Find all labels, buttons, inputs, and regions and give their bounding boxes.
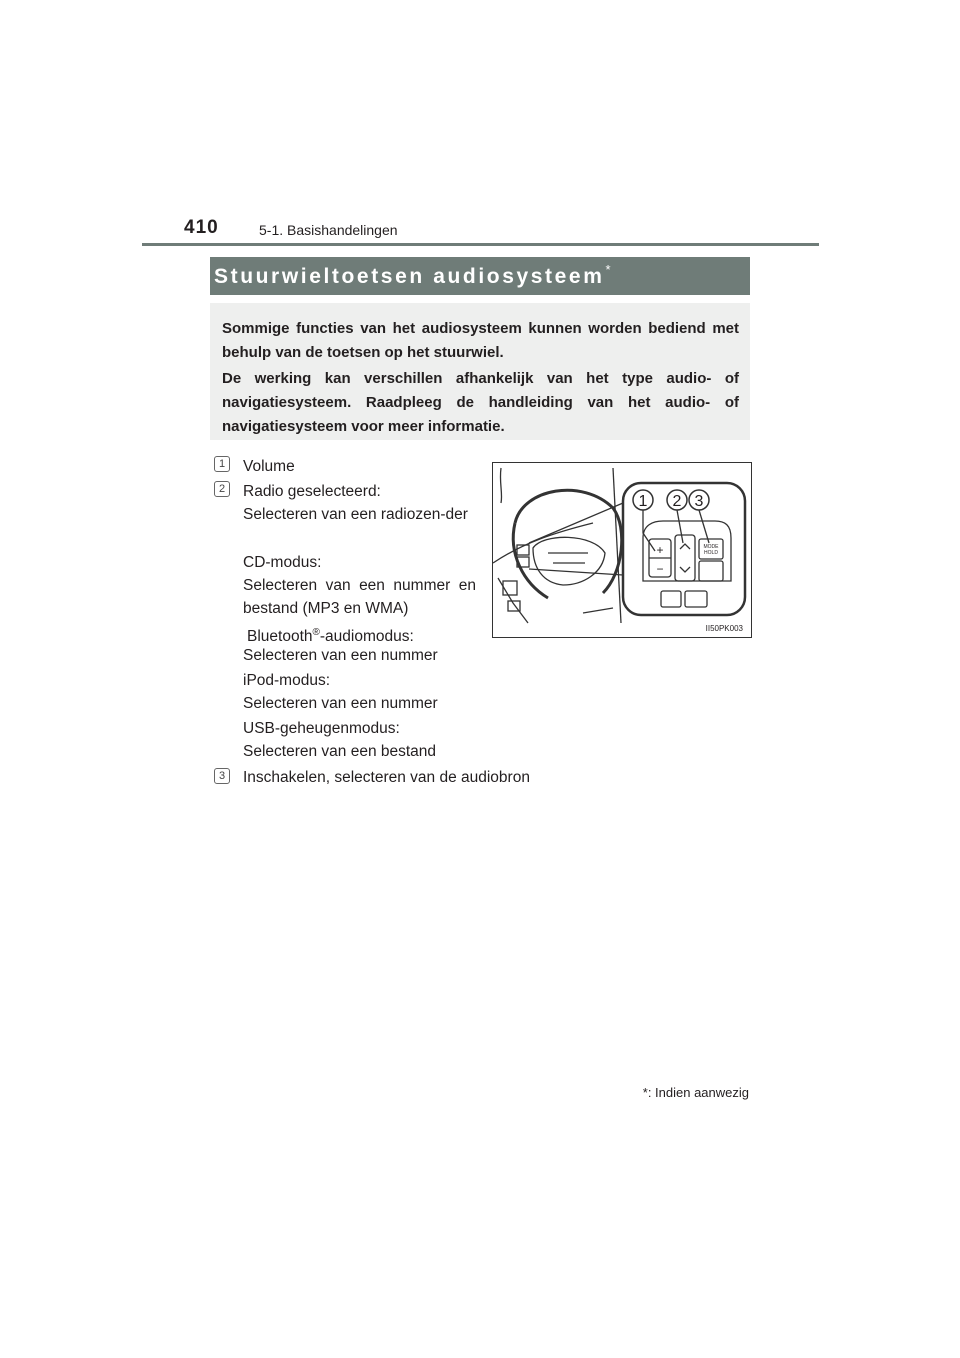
mode-bluetooth-suffix: -audiomodus: (319, 628, 414, 646)
volume-plus-glyph: + (656, 543, 664, 557)
section-title: 5-1. Basishandelingen (259, 222, 398, 238)
steering-wheel-illustration (492, 462, 752, 638)
item-2-label: Radio geselecteerd: (243, 483, 381, 500)
volume-minus-glyph: − (656, 562, 664, 576)
intro-box (210, 303, 750, 440)
item-3-label: Inschakelen, selecteren van de audiobron (243, 769, 530, 786)
page-number: 410 (184, 217, 219, 238)
mode-bluetooth-prefix: Bluetooth (247, 628, 313, 646)
title-bar (210, 257, 750, 295)
item-badge-1: 1 (214, 456, 230, 472)
mode-ipod-desc: Selecteren van een nummer (243, 695, 438, 712)
footnote-text: : Indien aanwezig (647, 1085, 749, 1100)
item-2-sub: Selecteren van een radiozen-der (243, 506, 468, 523)
intro-paragraph-2: De werking kan verschillen afhankelijk van het type audio- of navigatiesysteem. Raadpleeg de handleiding van het audio- of navigatiesysteem voor meer informatie. (222, 370, 739, 435)
mode-ipod-label: iPod-modus: (243, 672, 331, 689)
mode-button-line-2: HOLD (704, 550, 718, 556)
item-1-label: Volume (243, 458, 295, 475)
callout-2: 2 (672, 493, 682, 510)
steering-wheel-drawing (493, 463, 751, 637)
footnote (643, 1085, 749, 1100)
mode-cd-label: CD-modus: (243, 554, 322, 571)
callout-3: 3 (694, 493, 704, 510)
intro-paragraph-1: Sommige functies van het audiosysteem kunnen worden bediend met behulp van de toetsen op het stuurwiel. (222, 320, 739, 361)
illustration-code: II50PK003 (705, 624, 743, 633)
callout-1: 1 (638, 493, 648, 510)
registered-mark: ® (312, 627, 320, 638)
item-badge-2: 2 (214, 481, 230, 497)
page-title (214, 262, 611, 289)
mode-usb-label: USB-geheugenmodus: (243, 720, 400, 737)
mode-usb-desc: Selecteren van een bestand (243, 743, 437, 760)
mode-bluetooth-desc: Selecteren van een nummer (243, 647, 438, 664)
mode-button-line-1: MODE (703, 544, 719, 550)
item-badge-3: 3 (214, 768, 230, 784)
header-rule (142, 243, 819, 246)
page-title-text: Stuurwieltoetsen audiosysteem (214, 265, 605, 288)
footnote-star: * (642, 1085, 648, 1100)
title-star: * (605, 262, 611, 277)
mode-cd-desc: Selecteren van een nummer en bestand (MP3 en WMA) (243, 577, 476, 617)
